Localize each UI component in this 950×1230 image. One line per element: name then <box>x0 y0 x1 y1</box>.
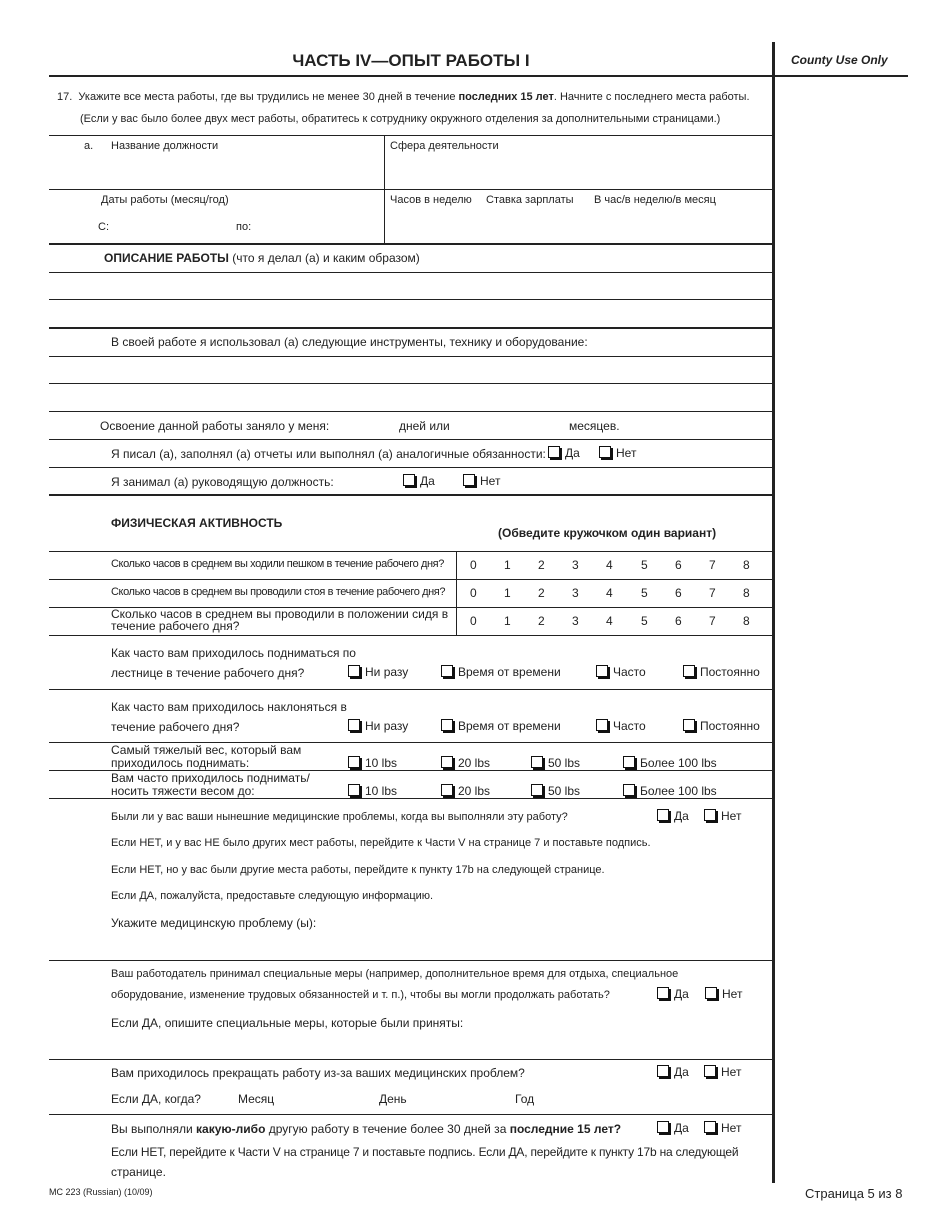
county-use-only-label: County Use Only <box>791 53 888 67</box>
checkbox-icon <box>704 1065 716 1077</box>
job-title-field[interactable]: Название должности <box>111 140 219 152</box>
accommodation-yes-checkbox[interactable]: Да <box>657 987 689 1001</box>
checkbox-icon <box>704 1121 716 1133</box>
tools-line-2[interactable] <box>49 384 771 410</box>
checkbox-icon <box>348 784 360 796</box>
page-title: ЧАСТЬ IV—ОПЫТ РАБОТЫ I <box>292 51 530 70</box>
heaviest-weight-checkbox-1[interactable]: 20 lbs <box>441 756 490 770</box>
form-number: MC 223 (Russian) (10/09) <box>49 1187 153 1197</box>
bend-frequency-checkbox-2[interactable]: Часто <box>596 719 646 733</box>
checkbox-icon <box>531 756 543 768</box>
walk-hours-option-0[interactable]: 0 <box>470 558 477 572</box>
checkbox-icon <box>403 474 415 486</box>
bend-label-1: Как часто вам приходилось наклоняться в <box>111 700 347 714</box>
sit-hours-option-2[interactable]: 2 <box>538 614 545 628</box>
accommodation-describe-label: Если ДА, опишите специальные меры, которые были приняты: <box>111 1016 464 1030</box>
stand-hours-option-3[interactable]: 3 <box>572 586 579 600</box>
checkbox-icon <box>657 1065 669 1077</box>
learning-days-label: дней или <box>399 419 450 433</box>
date-to-field[interactable]: по: <box>236 221 252 233</box>
checkbox-icon <box>657 809 669 821</box>
stand-hours-option-6[interactable]: 6 <box>675 586 682 600</box>
page-number: Страница 5 из 8 <box>805 1186 903 1201</box>
right-margin-bar <box>772 42 775 1183</box>
stopped-month-field[interactable]: Месяц <box>238 1092 275 1106</box>
checkbox-icon <box>657 987 669 999</box>
frequent-weight-checkbox-1[interactable]: 20 lbs <box>441 784 490 798</box>
tools-label: В своей работе я использовал (а) следующие инструменты, технику и оборудование: <box>111 335 588 349</box>
reports-no-checkbox[interactable]: Нет <box>599 446 636 460</box>
stopped-year-field[interactable]: Год <box>515 1092 535 1106</box>
stopped-day-field[interactable]: День <box>379 1092 407 1106</box>
stopped-when-label: Если ДА, когда? <box>111 1092 201 1106</box>
sit-hours-option-7[interactable]: 7 <box>709 614 716 628</box>
checkbox-icon <box>599 446 611 458</box>
sit-hours-option-3[interactable]: 3 <box>572 614 579 628</box>
learning-time-label: Освоение данной работы заняло у меня: <box>100 419 330 433</box>
medical-problem-field[interactable] <box>340 912 770 956</box>
checkbox-icon <box>657 1121 669 1133</box>
accommodation-describe-field[interactable] <box>49 1034 771 1058</box>
other-work-yes-checkbox[interactable]: Да <box>657 1121 689 1135</box>
heaviest-weight-checkbox-3[interactable]: Более 100 lbs <box>623 756 717 770</box>
frequent-weight-checkbox-2[interactable]: 50 lbs <box>531 784 580 798</box>
stopped-no-checkbox[interactable]: Нет <box>704 1065 741 1079</box>
sit-hours-option-6[interactable]: 6 <box>675 614 682 628</box>
stand-hours-option-4[interactable]: 4 <box>606 586 613 600</box>
header-rule <box>49 75 908 77</box>
medical-problem-label: Укажите медицинскую проблему (ы): <box>111 916 317 930</box>
checkbox-icon <box>441 756 453 768</box>
stairs-frequency-checkbox-2[interactable]: Часто <box>596 665 646 679</box>
frequent-weight-label: Вам часто приходилось поднимать/ носить тяжести весом до: <box>111 771 310 798</box>
stopped-yes-checkbox[interactable]: Да <box>657 1065 689 1079</box>
supervisor-no-checkbox[interactable]: Нет <box>463 474 500 488</box>
accommodation-question-1: Ваш работодатель принимал специальные меры (например, дополнительное время для отдыха, специальное <box>111 968 679 980</box>
other-work-question: Вы выполняли какую-либо другую работу в течение более 30 дней за последние 15 лет? <box>111 1122 622 1136</box>
job-description-line-1[interactable] <box>49 273 771 299</box>
pay-period-field[interactable]: В час/в неделю/в месяц <box>594 194 716 206</box>
checkbox-icon <box>596 719 608 731</box>
physical-activity-heading: ФИЗИЧЕСКАЯ АКТИВНОСТЬ <box>111 516 283 530</box>
walk-hours-option-3[interactable]: 3 <box>572 558 579 572</box>
walk-hours-label: Сколько часов в среднем вы ходили пешком в течение рабочего дня? <box>111 558 444 570</box>
checkbox-icon <box>348 719 360 731</box>
other-work-instruction-2: странице. <box>111 1165 166 1179</box>
if-yes-instruction: Если ДА, пожалуйста, предоставьте следующую информацию. <box>111 890 434 902</box>
bend-frequency-checkbox-3[interactable]: Постоянно <box>683 719 760 733</box>
walk-hours-option-4[interactable]: 4 <box>606 558 613 572</box>
reports-label: Я писал (а), заполнял (а) отчеты или выполнял (а) аналогичные обязанности: <box>111 447 546 461</box>
other-work-no-checkbox[interactable]: Нет <box>704 1121 741 1135</box>
sit-hours-label: Сколько часов в среднем вы проводили в положении сидя в течение рабочего дня? <box>111 607 449 633</box>
industry-field[interactable]: Сфера деятельности <box>390 140 499 152</box>
checkbox-icon <box>463 474 475 486</box>
walk-hours-option-8[interactable]: 8 <box>743 558 750 572</box>
job-description-heading: ОПИСАНИЕ РАБОТЫ (что я делал (а) и каким образом) <box>104 251 420 265</box>
accommodation-question-2: оборудование, изменение трудовых обязанностей и т. п.), чтобы вы могли продолжать работать? <box>111 989 610 1001</box>
stand-hours-option-7[interactable]: 7 <box>709 586 716 600</box>
date-from-field[interactable]: С: <box>98 221 109 233</box>
walk-hours-option-5[interactable]: 5 <box>641 558 648 572</box>
stand-hours-option-2[interactable]: 2 <box>538 586 545 600</box>
stand-hours-option-0[interactable]: 0 <box>470 586 477 600</box>
checkbox-icon <box>348 756 360 768</box>
stand-hours-option-5[interactable]: 5 <box>641 586 648 600</box>
checkbox-icon <box>623 756 635 768</box>
stairs-frequency-checkbox-1[interactable]: Время от времени <box>441 665 561 679</box>
frequent-weight-checkbox-3[interactable]: Более 100 lbs <box>623 784 717 798</box>
checkbox-icon <box>441 784 453 796</box>
reports-yes-checkbox[interactable]: Да <box>548 446 580 460</box>
bend-label-2: течение рабочего дня? <box>111 720 240 734</box>
circle-one-note: (Обведите кружочком один вариант) <box>498 526 717 540</box>
stopped-work-question: Вам приходилось прекращать работу из-за ваших медицинских проблем? <box>111 1066 525 1080</box>
checkbox-icon <box>705 987 717 999</box>
job-letter: a. <box>84 140 94 152</box>
walk-hours-option-6[interactable]: 6 <box>675 558 682 572</box>
other-work-instruction-1: Если НЕТ, перейдите к Части V на странице 7 и поставьте подпись. Если ДА, перейдите к пункту 17b на следующей <box>111 1145 739 1159</box>
checkbox-icon <box>596 665 608 677</box>
walk-hours-option-2[interactable]: 2 <box>538 558 545 572</box>
q17-note: (Если у вас было более двух мест работы, обратитесь к сотруднику окружного отделения за дополнительными страницами.) <box>80 113 721 125</box>
heaviest-weight-checkbox-0[interactable]: 10 lbs <box>348 756 397 770</box>
bend-frequency-checkbox-1[interactable]: Время от времени <box>441 719 561 733</box>
checkbox-icon <box>704 809 716 821</box>
medical-no-checkbox[interactable]: Нет <box>704 809 741 823</box>
checkbox-icon <box>683 719 695 731</box>
if-no-instruction-1: Если НЕТ, и у вас НЕ было других мест работы, перейдите к Части V на странице 7 и поставьте подпись. <box>111 837 651 849</box>
stairs-label-2: лестнице в течение рабочего дня? <box>111 666 305 680</box>
supervisor-yes-checkbox[interactable]: Да <box>403 474 435 488</box>
checkbox-icon <box>548 446 560 458</box>
stairs-label-1: Как часто вам приходилось подниматься по <box>111 646 356 660</box>
pay-rate-field[interactable]: Ставка зарплаты <box>486 194 574 206</box>
checkbox-icon <box>441 719 453 731</box>
sit-hours-option-8[interactable]: 8 <box>743 614 750 628</box>
employment-dates-label: Даты работы (месяц/год) <box>101 194 229 206</box>
stand-hours-label: Сколько часов в среднем вы проводили стоя в течение рабочего дня? <box>111 586 446 598</box>
sit-hours-option-5[interactable]: 5 <box>641 614 648 628</box>
job-description-line-2[interactable] <box>49 300 771 326</box>
sit-hours-option-0[interactable]: 0 <box>470 614 477 628</box>
hours-per-week-field[interactable]: Часов в неделю <box>390 194 472 206</box>
bend-frequency-checkbox-0[interactable]: Ни разу <box>348 719 408 733</box>
stairs-frequency-checkbox-0[interactable]: Ни разу <box>348 665 408 679</box>
stairs-frequency-checkbox-3[interactable]: Постоянно <box>683 665 760 679</box>
stand-hours-option-8[interactable]: 8 <box>743 586 750 600</box>
sit-hours-option-1[interactable]: 1 <box>504 614 511 628</box>
heaviest-weight-checkbox-2[interactable]: 50 lbs <box>531 756 580 770</box>
tools-line-1[interactable] <box>49 357 771 382</box>
checkbox-icon <box>683 665 695 677</box>
medical-yes-checkbox[interactable]: Да <box>657 809 689 823</box>
walk-hours-option-1[interactable]: 1 <box>504 558 511 572</box>
supervisor-label: Я занимал (а) руководящую должность: <box>111 475 334 489</box>
medical-question: Были ли у вас ваши нынешние медицинские проблемы, когда вы выполняли эту работу? <box>111 811 568 823</box>
if-no-instruction-2: Если НЕТ, но у вас были другие места работы, перейдите к пункту 17b на следующей странице. <box>111 864 605 876</box>
stand-hours-option-1[interactable]: 1 <box>504 586 511 600</box>
checkbox-icon <box>348 665 360 677</box>
checkbox-icon <box>441 665 453 677</box>
checkbox-icon <box>623 784 635 796</box>
walk-hours-option-7[interactable]: 7 <box>709 558 716 572</box>
q17-instructions: 17. Укажите все места работы, где вы трудились не менее 30 дней в течение последних 15 лет. Начните с последнего места работы. <box>57 91 750 103</box>
heaviest-weight-label: Самый тяжелый вес, который вам приходилось поднимать: <box>111 743 302 770</box>
sit-hours-option-4[interactable]: 4 <box>606 614 613 628</box>
learning-months-label: месяцев. <box>569 419 620 433</box>
frequent-weight-checkbox-0[interactable]: 10 lbs <box>348 784 397 798</box>
accommodation-no-checkbox[interactable]: Нет <box>705 987 742 1001</box>
checkbox-icon <box>531 784 543 796</box>
